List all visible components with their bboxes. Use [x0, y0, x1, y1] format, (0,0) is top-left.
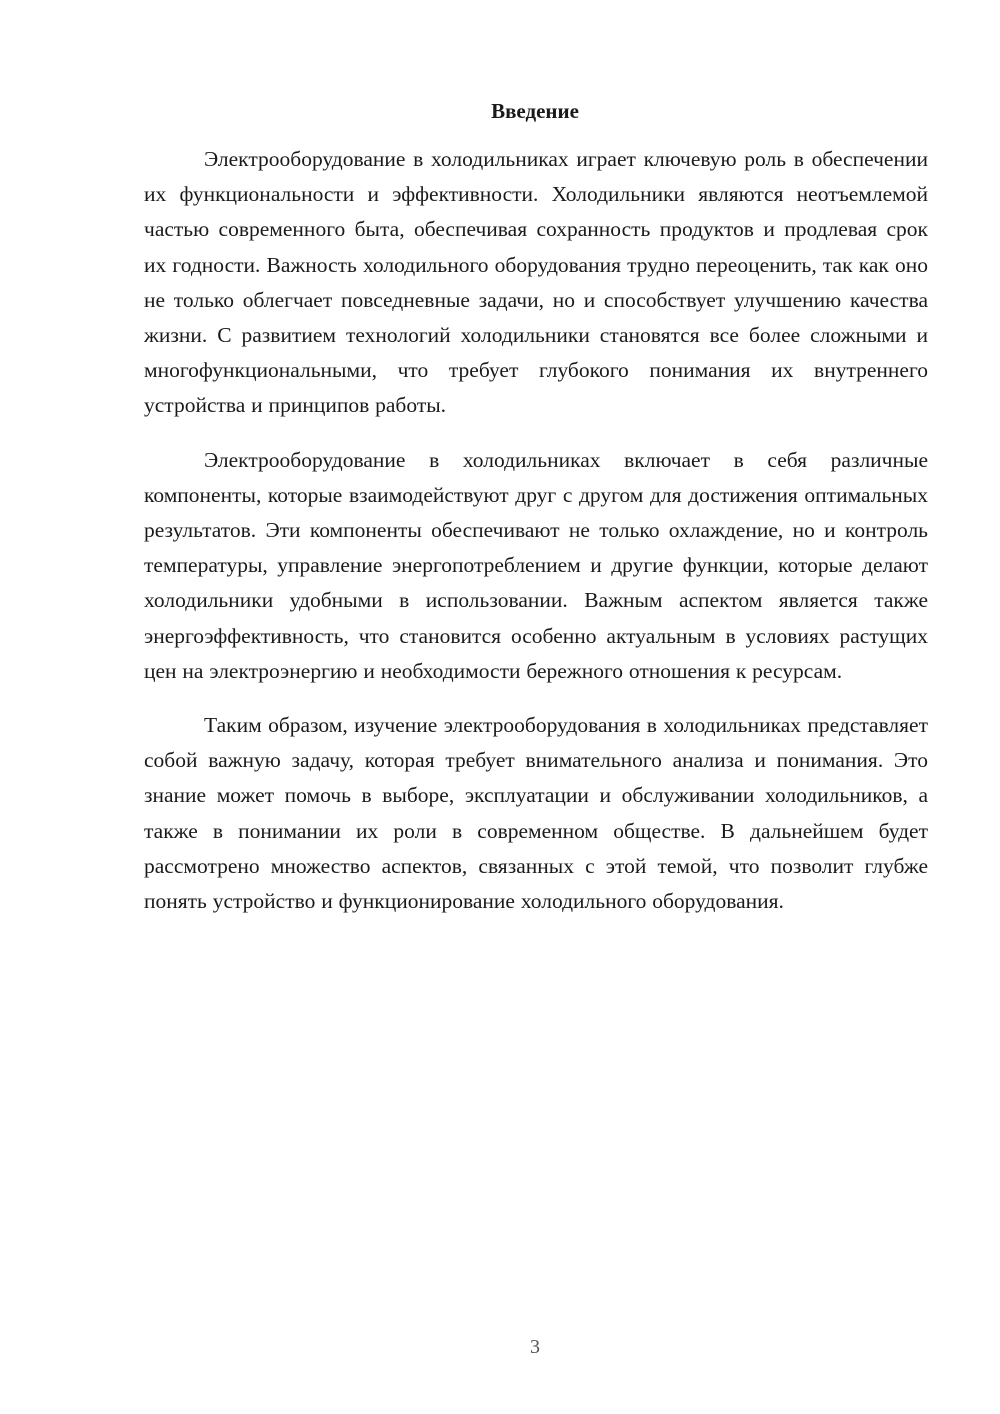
document-body: [144, 142, 928, 938]
page-title: Введение: [491, 99, 579, 123]
paragraph-3: Таким образом, изучение электрооборудования в холодильниках представляет собой важную задачу, которая требует внимательного анализа и понимания. Это знание может помочь в выборе, эксплуатации и обслуживании холодильников, а также в понимании их роли в современном обществе. В дальнейшем будет рассмотрено множество аспектов, связанных с этой темой, что позволит глубже понять устройство и функционирование холодильного оборудования.: [144, 713, 928, 914]
paragraph-2: Электрооборудование в холодильниках включает в себя различные компоненты, которые взаимодействуют друг с другом для достижения оптимальных результатов. Эти компоненты обеспечивают не только охлаждение, но и контроль температуры, управление энергопотреблением и другие функции, которые делают холодильники удобными в использовании. Важным аспектом является также энергоэффективность, что становится особенно актуальным в условиях растущих цен на электроэнергию и необходимости бережного отношения к ресурсам.: [144, 447, 928, 683]
page-number: 3: [530, 1336, 540, 1358]
paragraph-1: Электрооборудование в холодильниках играет ключевую роль в обеспечении их функциональности и эффективности. Холодильники являются неотъемлемой частью современного быта, обеспечивая сохранность продуктов и продлевая срок их годности. Важность холодильного оборудования трудно переоценить, так как оно не только облегчает повседневные задачи, но и способствует улучшению качества жизни. С развитием технологий холодильники становятся все более сложными и многофункциональными, что требует глубокого понимания их внутреннего устройства и принципов работы.: [144, 147, 928, 418]
